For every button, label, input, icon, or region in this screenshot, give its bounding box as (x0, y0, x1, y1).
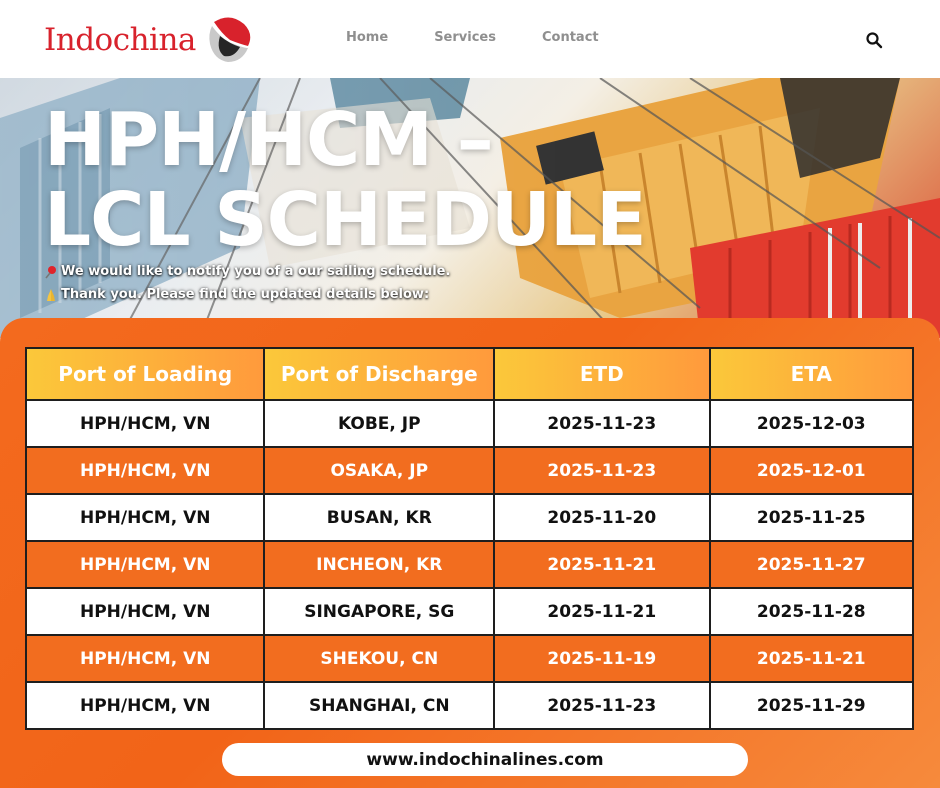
header-eta: ETA (710, 348, 914, 400)
cell-loading: HPH/HCM, VN (26, 588, 264, 635)
table-row (26, 635, 913, 682)
main-nav (346, 30, 645, 45)
cell-eta: 2025-11-27 (710, 541, 914, 588)
cell-discharge: INCHEON, KR (264, 541, 494, 588)
pin-icon (44, 265, 58, 279)
notice-text-1: We would like to notify you of a our sailing schedule. (61, 264, 451, 279)
folded-hands-icon (44, 288, 58, 302)
cell-etd: 2025-11-19 (494, 635, 709, 682)
table-row (26, 541, 913, 588)
cell-discharge: SHANGHAI, CN (264, 682, 494, 729)
site-header (0, 0, 940, 78)
cell-eta: 2025-11-29 (710, 682, 914, 729)
cell-loading: HPH/HCM, VN (26, 494, 264, 541)
cell-loading: HPH/HCM, VN (26, 400, 264, 447)
website-link[interactable]: www.indochinalines.com (222, 743, 748, 776)
cell-eta: 2025-11-25 (710, 494, 914, 541)
brand-mark-icon (204, 14, 256, 66)
cell-eta: 2025-12-01 (710, 447, 914, 494)
cell-discharge: SINGAPORE, SG (264, 588, 494, 635)
header-port-of-discharge: Port of Discharge (264, 348, 494, 400)
cell-etd: 2025-11-21 (494, 541, 709, 588)
title-line-1: HPH/HCM – (44, 97, 493, 183)
cell-discharge: BUSAN, KR (264, 494, 494, 541)
cell-etd: 2025-11-23 (494, 400, 709, 447)
nav-contact[interactable]: Contact (541, 30, 599, 45)
cell-etd: 2025-11-21 (494, 588, 709, 635)
table-row (26, 400, 913, 447)
table-row (26, 494, 913, 541)
notice-line-1 (44, 264, 450, 279)
cell-etd: 2025-11-23 (494, 682, 709, 729)
cell-discharge: OSAKA, JP (264, 447, 494, 494)
nav-services[interactable]: Services (434, 30, 496, 45)
cell-eta: 2025-11-21 (710, 635, 914, 682)
cell-eta: 2025-11-28 (710, 588, 914, 635)
brand-name: Indochina (44, 22, 196, 58)
header-port-of-loading: Port of Loading (26, 348, 264, 400)
table-row (26, 682, 913, 729)
table-header-row (26, 348, 913, 400)
search-icon[interactable] (865, 31, 883, 49)
title-line-2: LCL SCHEDULE (44, 177, 646, 263)
brand-logo[interactable] (44, 12, 256, 68)
cell-discharge: KOBE, JP (264, 400, 494, 447)
schedule-panel (0, 318, 940, 788)
cell-etd: 2025-11-23 (494, 447, 709, 494)
table-row (26, 588, 913, 635)
table-row (26, 447, 913, 494)
notice-line-2 (44, 287, 429, 302)
cell-discharge: SHEKOU, CN (264, 635, 494, 682)
cell-eta: 2025-12-03 (710, 400, 914, 447)
hero-banner (0, 78, 940, 338)
cell-loading: HPH/HCM, VN (26, 682, 264, 729)
cell-loading: HPH/HCM, VN (26, 447, 264, 494)
schedule-table (25, 347, 914, 730)
header-etd: ETD (494, 348, 709, 400)
nav-home[interactable]: Home (346, 30, 389, 45)
cell-etd: 2025-11-20 (494, 494, 709, 541)
page-title (44, 97, 646, 263)
notice-text-2: Thank you. Please find the updated details below: (61, 287, 430, 302)
cell-loading: HPH/HCM, VN (26, 635, 264, 682)
cell-loading: HPH/HCM, VN (26, 541, 264, 588)
